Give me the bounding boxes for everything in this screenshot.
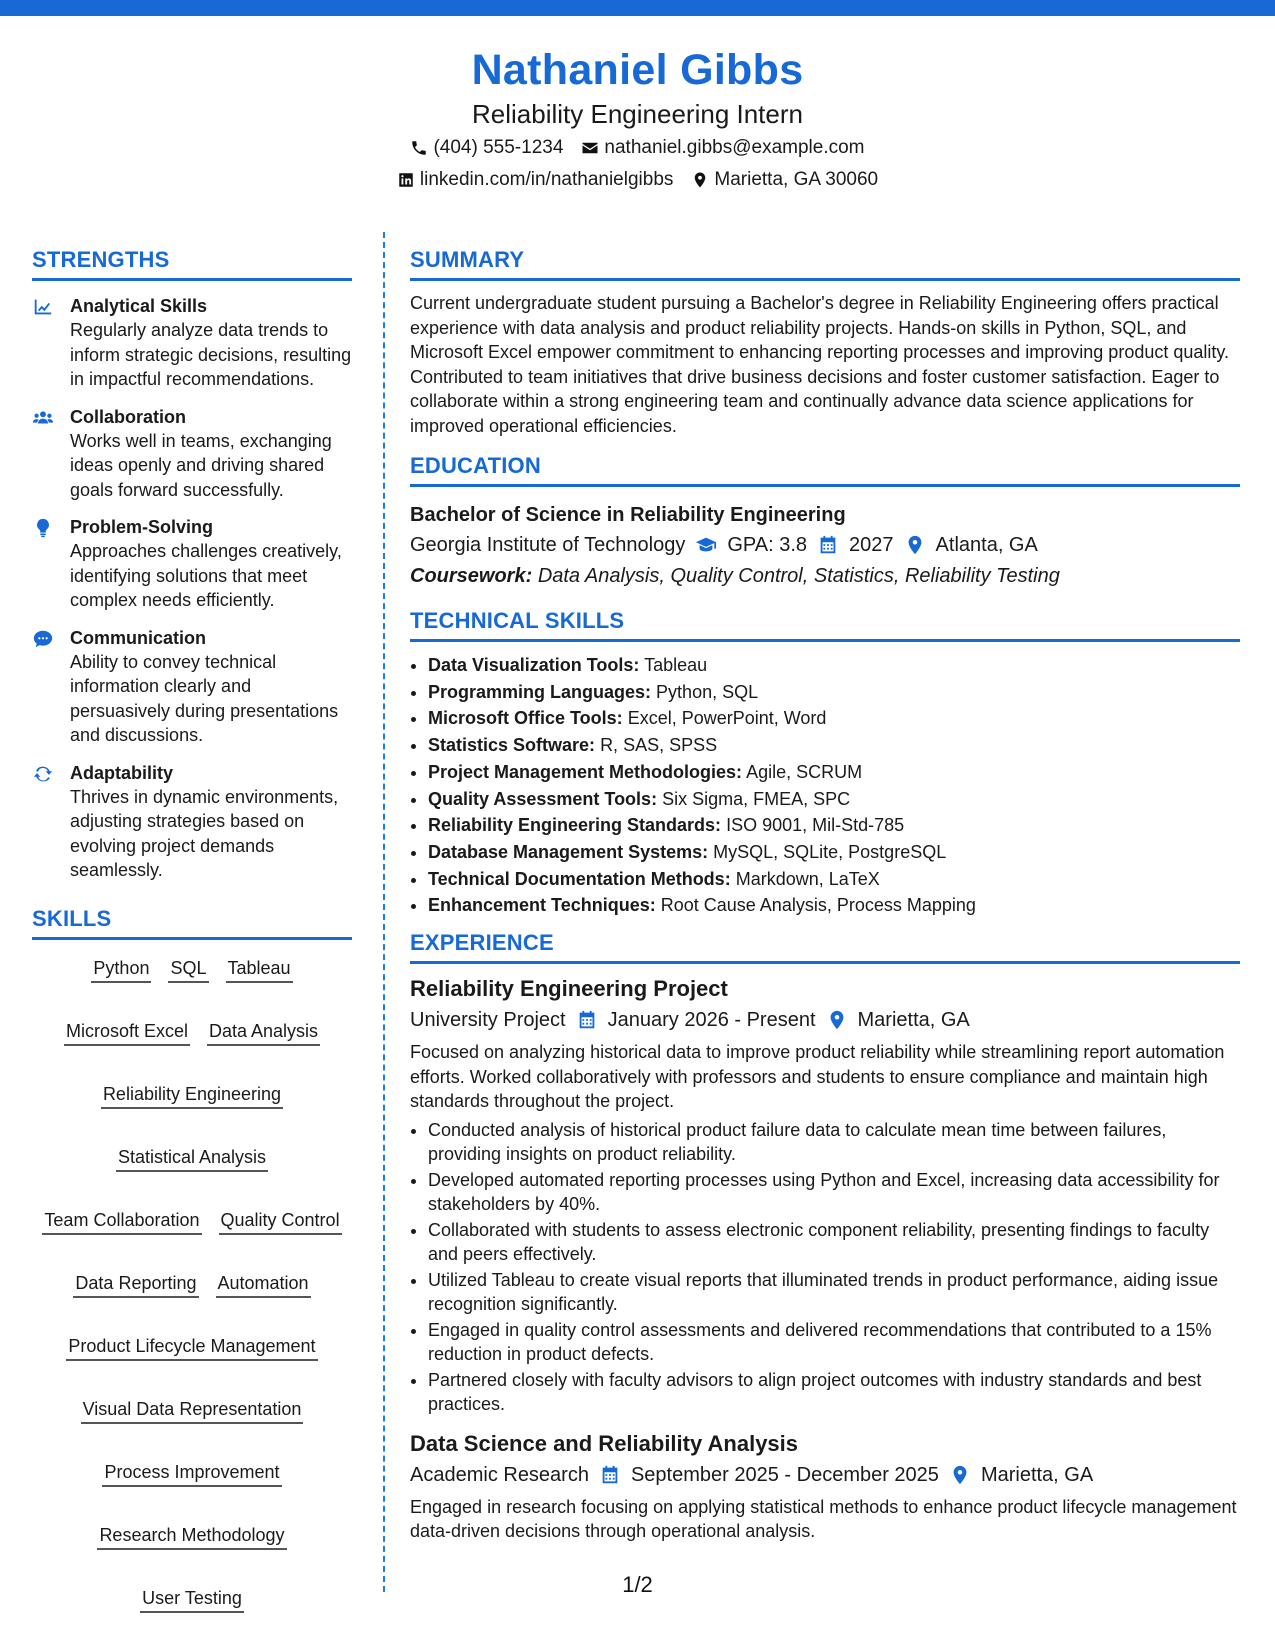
job-org: University Project [410, 1009, 566, 1032]
skill-chip: Tableau [226, 956, 293, 983]
column-divider [383, 232, 385, 1592]
skill-chip: Python [91, 956, 151, 983]
list-item: • Partnered closely with faculty advisors to align project outcomes with industry standards and best practices. [428, 1368, 1240, 1417]
phone-icon [410, 139, 428, 157]
job-description: Focused on analyzing historical data to improve product reliability while streamlining report automation efforts. Worked collaboratively with professors and students to ensure compliance and maintain high standards throughout the project. [410, 1042, 1225, 1112]
list-item: • Database Management Systems: MySQL, SQLite, PostgreSQL [428, 839, 1240, 866]
skill-chip: Reliability Engineering [101, 1082, 283, 1109]
contact-line-1 [0, 132, 1275, 164]
list-item: • Data Visualization Tools: Tableau [428, 652, 1240, 679]
strength-desc: Approaches challenges creatively, identifying solutions that meet complex needs efficiently. [70, 541, 342, 610]
experience-heading: EXPERIENCE [410, 929, 1240, 964]
education-meta [410, 529, 1240, 561]
email-contact[interactable] [581, 132, 864, 164]
skill-chip: Process Improvement [102, 1460, 281, 1487]
right-column [410, 246, 1240, 1544]
list-item: • Quality Assessment Tools: Six Sigma, FMEA, SPC [428, 786, 1240, 813]
lightbulb-icon [32, 517, 54, 539]
list-item: • Statistics Software: R, SAS, SPSS [428, 732, 1240, 759]
skill-chip: SQL [168, 956, 208, 983]
graduation-cap-icon [695, 534, 717, 556]
list-item: • Technical Documentation Methods: Markdown, LaTeX [428, 866, 1240, 893]
strength-desc: Ability to convey technical information clearly and persuasively during presentations and discussions. [70, 651, 339, 745]
calendar-icon [817, 534, 839, 556]
linkedin-contact[interactable] [397, 164, 674, 196]
resume-header [0, 42, 1275, 196]
strength-desc: Regularly analyze data trends to inform strategic decisions, resulting in impactful recommendations. [70, 320, 352, 389]
list-item: • Utilized Tableau to create visual reports that illuminated trends in product performance, aiding issue recognition significantly. [428, 1268, 1240, 1317]
calendar-icon [599, 1464, 621, 1486]
job-org: Academic Research [410, 1463, 589, 1486]
job-dates: September 2025 - December 2025 [630, 1463, 939, 1486]
skill-chip: Quality Control [219, 1208, 342, 1235]
skill-chip: Statistical Analysis [116, 1145, 268, 1172]
map-pin-icon [949, 1464, 971, 1486]
job-bullets [410, 1118, 1240, 1417]
job-location: Marietta, GA [857, 1009, 970, 1032]
sync-icon [32, 763, 54, 785]
candidate-title: Reliability Engineering Intern [472, 99, 803, 129]
list-item: • Reliability Engineering Standards: ISO 9001, Mil-Std-785 [428, 812, 1240, 839]
strength-item [32, 405, 352, 503]
job-meta [410, 1459, 1240, 1491]
strength-title: Problem-Solving [70, 517, 214, 537]
coursework-text: Data Analysis, Quality Control, Statistics, Reliability Testing [537, 565, 1060, 587]
calendar-icon [576, 1009, 598, 1031]
list-item: • Microsoft Office Tools: Excel, PowerPoint, Word [428, 705, 1240, 732]
users-icon [32, 407, 54, 429]
location-text: Marietta, GA 30060 [714, 169, 879, 190]
job-dates: January 2026 - Present [607, 1009, 816, 1032]
grad-year: 2027 [849, 534, 894, 556]
skill-chip: Data Reporting [73, 1271, 198, 1298]
school-name: Georgia Institute of Technology [410, 534, 686, 556]
strength-item [32, 626, 352, 748]
linkedin-text: linkedin.com/in/nathanielgibbs [419, 169, 674, 190]
coursework-line [410, 561, 1240, 591]
technical-skills-list [410, 652, 1240, 919]
phone-contact[interactable] [410, 132, 563, 164]
list-item: • Programming Languages: Python, SQL [428, 679, 1240, 706]
strength-desc: Works well in teams, exchanging ideas openly and driving shared goals forward successfully. [70, 430, 332, 500]
technical-skills-heading: TECHNICAL SKILLS [410, 607, 1240, 642]
job-description: Engaged in research focusing on applying statistical methods to enhance product lifecycle management data-driven decisions through operational analysis. [410, 1496, 1237, 1542]
summary-text: Current undergraduate student pursuing a Bachelor's degree in Reliability Engineering offers practical experience with data analysis and product reliability projects. Hands-on skills in Python, SQL, and Microsoft Excel empower commitment to enhancing reporting processes and improving product quality. Contributed to team initiatives that drive business decisions and foster customer satisfaction. Eager to collaborate within a strong engineering team and continually advance data science applications for improved operational efficiencies. [410, 293, 1230, 436]
job-location: Marietta, GA [980, 1463, 1094, 1486]
skill-chip: Product Lifecycle Management [66, 1334, 317, 1361]
skills-heading: SKILLS [32, 905, 352, 940]
summary-heading: SUMMARY [410, 246, 1240, 281]
top-accent-bar [0, 0, 1275, 16]
coursework-label: Coursework: [410, 565, 533, 587]
map-pin-icon [904, 534, 926, 556]
skill-chip: Research Methodology [97, 1523, 286, 1550]
strengths-heading: STRENGTHS [32, 246, 352, 281]
linkedin-icon [397, 171, 415, 189]
strength-item [32, 761, 352, 883]
strength-desc: Thrives in dynamic environments, adjusting strategies based on evolving project demands seamlessly. [70, 786, 339, 880]
map-pin-icon [691, 171, 709, 189]
contact-line-2 [0, 164, 1275, 196]
skill-chip: Team Collaboration [42, 1208, 201, 1235]
school-location: Atlanta, GA [935, 534, 1038, 556]
skill-chip: Automation [216, 1271, 311, 1298]
strength-item [32, 515, 352, 613]
list-item: • Conducted analysis of historical product failure data to calculate mean time between failures, providing insights on product reliability. [428, 1118, 1240, 1167]
envelope-icon [581, 139, 599, 157]
left-column [32, 246, 352, 1613]
candidate-name: Nathaniel Gibbs [471, 46, 804, 94]
strength-item [32, 294, 352, 392]
skill-chip: Microsoft Excel [64, 1019, 190, 1046]
map-pin-icon [826, 1009, 848, 1031]
degree-title: Bachelor of Science in Reliability Engineering [410, 504, 846, 526]
list-item: • Enhancement Techniques: Root Cause Analysis, Process Mapping [428, 892, 1240, 919]
skill-chip: Visual Data Representation [81, 1397, 304, 1424]
list-item: • Collaborated with students to assess electronic component reliability, presenting findings to faculty and peers effectively. [428, 1218, 1240, 1267]
list-item: • Project Management Methodologies: Agile, SCRUM [428, 759, 1240, 786]
list-item: • Developed automated reporting processes using Python and Excel, increasing data accessibility for stakeholders by 40%. [428, 1168, 1240, 1217]
location-contact [691, 164, 878, 196]
job-title: Reliability Engineering Project [410, 976, 728, 1002]
education-heading: EDUCATION [410, 452, 1240, 487]
gpa-text: GPA: 3.8 [727, 534, 808, 556]
chat-bubble-icon [32, 628, 54, 650]
phone-text: (404) 555-1234 [433, 137, 564, 158]
job-title: Data Science and Reliability Analysis [410, 1430, 799, 1456]
page-number: 1/2 [622, 1572, 653, 1597]
chart-line-icon [32, 296, 54, 318]
email-text: nathaniel.gibbs@example.com [604, 137, 865, 158]
skill-chip: Data Analysis [207, 1019, 320, 1046]
strength-title: Adaptability [70, 762, 174, 783]
list-item: • Engaged in quality control assessments and delivered recommendations that contributed to a 15% reduction in product defects. [428, 1318, 1240, 1367]
strength-title: Analytical Skills [70, 296, 208, 316]
skill-chip: User Testing [140, 1586, 244, 1613]
strength-title: Collaboration [70, 406, 186, 427]
strength-title: Communication [70, 627, 207, 648]
skills-list [32, 956, 352, 1613]
job-meta [410, 1004, 1240, 1036]
